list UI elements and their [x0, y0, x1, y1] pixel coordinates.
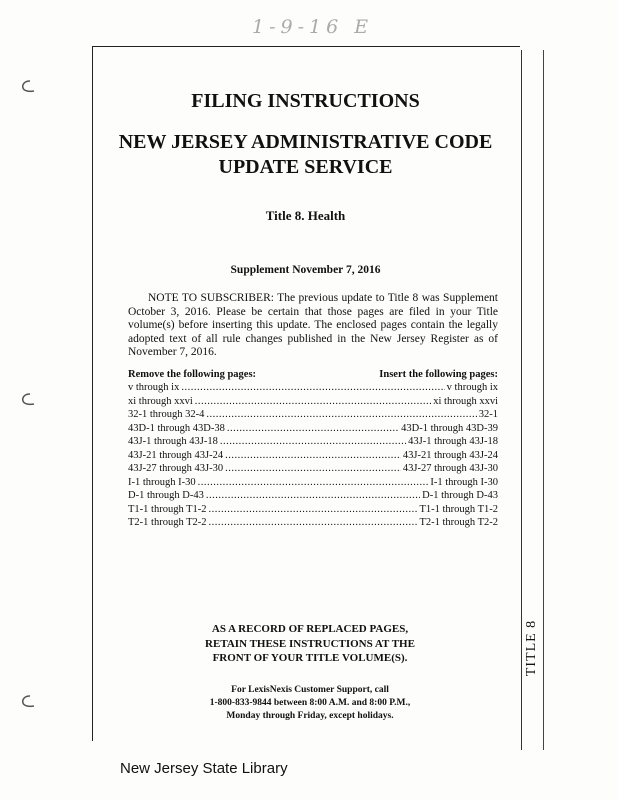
dot-leader [209, 516, 418, 530]
remove-pages-cell: I-1 through I-30 [128, 476, 196, 488]
remove-pages-cell: T1-1 through T1-2 [128, 503, 207, 515]
dot-leader [220, 435, 406, 449]
subscriber-note: NOTE TO SUBSCRIBER: The previous update to Title 8 was Supplement October 3, 2016. Please be certain that those pages are filed in your Title volume(s) before inserting this update. The enclosed pages contain the legally adopted text of all rule changes published in the New Jersey Register as of November 7, 2016. [128, 292, 498, 358]
table-header [128, 368, 498, 381]
table-row [128, 449, 498, 463]
remove-pages-cell: D-1 through D-43 [128, 490, 204, 501]
code-heading-line-1: NEW JERSEY ADMINISTRATIVE CODE [118, 131, 493, 153]
library-footer: New Jersey State Library [120, 760, 288, 777]
remove-pages-cell: 43J-27 through 43J-30 [128, 463, 224, 474]
table-row [128, 489, 498, 503]
table-row [128, 381, 498, 395]
insert-pages-cell: 32-1 [478, 409, 498, 420]
table-row [128, 435, 498, 449]
title-tab-label: TITLE 8 [524, 619, 539, 677]
dot-leader [206, 489, 420, 503]
dot-leader [198, 476, 429, 490]
dot-leader [225, 462, 401, 476]
insert-pages-cell: v through ix [446, 382, 498, 393]
table-row [128, 516, 498, 530]
table-row [128, 476, 498, 490]
record-notice [150, 622, 470, 666]
dot-leader [181, 381, 444, 395]
page-replacement-table [128, 368, 498, 530]
insert-pages-cell: 43J-21 through 43J-24 [402, 449, 498, 461]
remove-pages-cell: 43J-21 through 43J-24 [128, 449, 224, 461]
punch-hole-bottom-icon [20, 695, 36, 709]
table-row [128, 462, 498, 476]
insert-column-header: Insert the following pages: [379, 369, 498, 380]
title-heading: Title 8. Health [265, 208, 346, 223]
insert-pages-cell: 43D-1 through 43D-39 [401, 422, 498, 434]
code-heading-line-2: UPDATE SERVICE [218, 156, 393, 178]
table-row [128, 422, 498, 436]
dot-leader [206, 408, 476, 422]
punch-hole-middle-icon [20, 393, 36, 407]
handwritten-date-stamp: 1-9-16 E [252, 16, 374, 38]
customer-support-info [150, 684, 470, 723]
record-line-2: RETAIN THESE INSTRUCTIONS AT THE [205, 637, 415, 650]
insert-pages-cell: T1-1 through T1-2 [419, 503, 498, 515]
remove-column-header: Remove the following pages: [128, 369, 257, 380]
insert-pages-cell: xi through xxvi [433, 395, 498, 407]
remove-pages-cell: T2-1 through T2-2 [128, 517, 207, 528]
insert-pages-cell: I-1 through I-30 [430, 476, 498, 488]
remove-pages-cell: 32-1 through 32-4 [128, 409, 205, 420]
dot-leader [227, 422, 399, 436]
insert-pages-cell: 43J-1 through 43J-18 [408, 436, 498, 447]
dot-leader [209, 503, 418, 517]
table-row [128, 408, 498, 422]
contact-line-3: Monday through Friday, except holidays. [226, 711, 394, 721]
insert-pages-cell: T2-1 through T2-2 [419, 517, 498, 528]
record-line-1: AS A RECORD OF REPLACED PAGES, [211, 623, 409, 635]
contact-line-2: 1-800-833-9844 between 8:00 A.M. and 8:00 P.M., [209, 698, 411, 708]
table-rows [128, 381, 498, 530]
insert-pages-cell: D-1 through D-43 [422, 490, 498, 501]
remove-pages-cell: xi through xxvi [128, 395, 193, 407]
document-title: FILING INSTRUCTIONS [191, 90, 420, 112]
table-row [128, 395, 498, 409]
dot-leader [225, 449, 401, 463]
code-heading [92, 130, 519, 180]
supplement-date: Supplement November 7, 2016 [230, 264, 381, 276]
insert-pages-cell: 43J-27 through 43J-30 [402, 463, 498, 474]
remove-pages-cell: 43D-1 through 43D-38 [128, 422, 225, 434]
contact-line-1: For LexisNexis Customer Support, call [231, 685, 389, 695]
remove-pages-cell: v through ix [128, 382, 180, 393]
dot-leader [195, 395, 432, 409]
remove-pages-cell: 43J-1 through 43J-18 [128, 436, 218, 447]
punch-hole-top-icon [20, 80, 36, 94]
record-line-3: FRONT OF YOUR TITLE VOLUME(S). [212, 652, 408, 664]
table-row [128, 503, 498, 517]
